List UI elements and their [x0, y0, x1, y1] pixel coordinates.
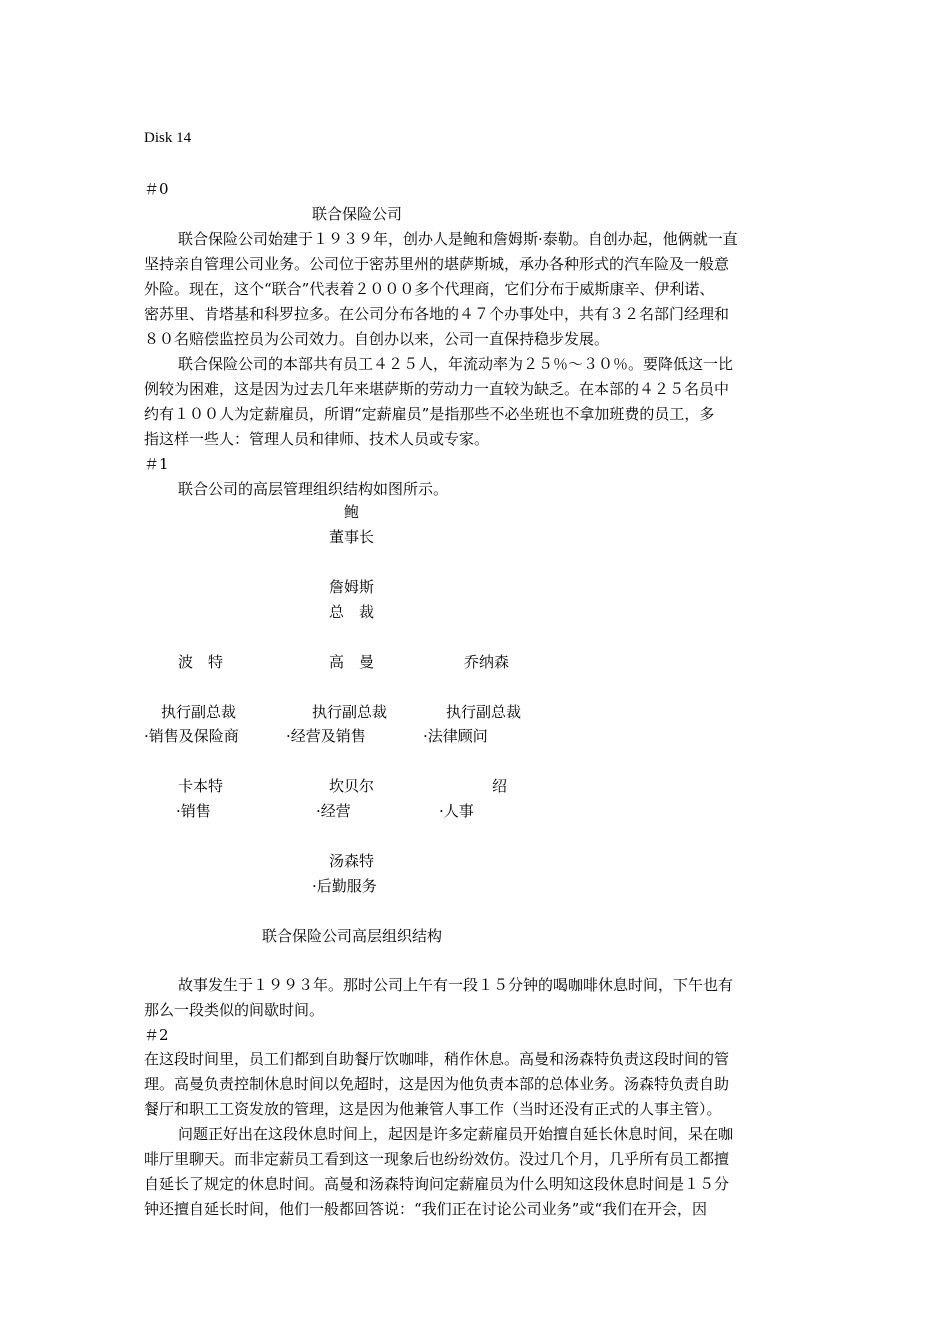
paragraph-line: 理。高曼负责控制休息时间以免超时，这是因为他负责本部的总体业务。汤森特负责自助: [144, 1075, 730, 1093]
paragraph-line: 餐厅和职工工资发放的管理，这是因为他兼管人事工作（当时还没有正式的人事主管）。: [144, 1100, 722, 1118]
paragraph-line: 例较为困难，这是因为过去几年来堪萨斯的劳动力一直较为缺乏。在本部的４２５名员中: [144, 380, 730, 398]
org-vp1-name: 波 特: [178, 653, 224, 671]
paragraph-line: 那么一段类似的间歇时间。: [144, 1001, 325, 1019]
disk-label: Disk 14: [144, 130, 192, 146]
paragraph-line: 自延长了规定的休息时间。高曼和汤森特询问定薪雇员为什么明知这段休息时间是１５分: [144, 1175, 730, 1193]
paragraph-line: 外险。现在，这个“联合”代表着２０００多个代理商，它们分布于威斯康辛、伊利诺、: [144, 280, 715, 298]
org-president-title: 总 裁: [329, 603, 375, 621]
org-vp3-dept: ·法律顾问: [423, 727, 488, 745]
org-manager1-name: 卡本特: [178, 777, 224, 795]
paragraph-line: 约有１００人为定薪雇员，所谓“定薪雇员”是指那些不必坐班也不拿加班费的员工，多: [144, 405, 715, 423]
paragraph-line: 钟还擅自延长时间，他们一般都回答说：“我们正在讨论公司业务”或“我们在开会，因: [144, 1200, 708, 1218]
org-vp1-dept: ·销售及保险商: [144, 727, 239, 745]
org-manager4-name: 汤森特: [329, 852, 375, 870]
org-manager1-dept: ·销售: [176, 802, 211, 820]
paragraph-line: 故事发生于１９９３年。那时公司上午有一段１５分钟的喝咖啡休息时间，下午也有: [178, 976, 734, 994]
paragraph-line: 啡厅里聊天。而非定薪员工看到这一现象后也纷纷效仿。没过几个月，几乎所有员工都擅: [144, 1150, 730, 1168]
paragraph-line: 在这段时间里，员工们都到自助餐厅饮咖啡，稍作休息。高曼和汤森特负责这段时间的管: [144, 1050, 730, 1068]
paragraph-line: 问题正好出在这段休息时间上，起因是许多定薪雇员开始擅自延长休息时间，呆在咖: [178, 1125, 734, 1143]
org-president-name: 詹姆斯: [329, 578, 375, 596]
org-manager3-name: 绍: [492, 777, 508, 795]
section-marker-1: ＃1: [144, 455, 169, 473]
org-chart-caption: 联合保险公司高层组织结构: [262, 927, 443, 945]
org-vp1-title: 执行副总裁: [161, 703, 237, 721]
paragraph-line: 联合保险公司始建于１９３９年，创办人是鲍和詹姆斯·泰勒。自创办起，他俩就一直: [178, 230, 738, 248]
paragraph-line: 坚持亲自管理公司业务。公司位于密苏里州的堪萨斯城，承办各种形式的汽车险及一般意: [144, 255, 730, 273]
org-vp2-dept: ·经营及销售: [286, 727, 366, 745]
org-manager2-name: 坎贝尔: [329, 777, 375, 795]
section-marker-0: ＃0: [144, 180, 169, 198]
org-vp2-title: 执行副总裁: [312, 703, 388, 721]
org-vp3-name: 乔纳森: [464, 653, 510, 671]
section-marker-2: ＃2: [144, 1026, 169, 1044]
org-vp2-name: 高 曼: [329, 653, 375, 671]
paragraph-line: 联合保险公司的本部共有员工４２５人，年流动率为２５％～３０％。要降低这一比: [178, 355, 734, 373]
paragraph-line: ８０名赔偿监控员为公司效力。自创办以来，公司一直保持稳步发展。: [144, 330, 610, 348]
document-title: 联合保险公司: [312, 205, 403, 223]
org-manager4-dept: ·后勤服务: [312, 877, 377, 895]
org-manager2-dept: ·经营: [316, 802, 351, 820]
org-chairman-title: 董事长: [329, 528, 375, 546]
paragraph-line: 密苏里、肯塔基和科罗拉多。在公司分布各地的４７个办事处中，共有３２名部门经理和: [144, 305, 730, 323]
paragraph-line: 指这样一些人：管理人员和律师、技术人员或专家。: [144, 430, 490, 448]
org-intro: 联合公司的高层管理组织结构如图所示。: [178, 480, 449, 498]
org-vp3-title: 执行副总裁: [446, 703, 522, 721]
org-manager3-dept: ·人事: [439, 802, 474, 820]
org-chairman-name: 鲍: [344, 503, 360, 521]
